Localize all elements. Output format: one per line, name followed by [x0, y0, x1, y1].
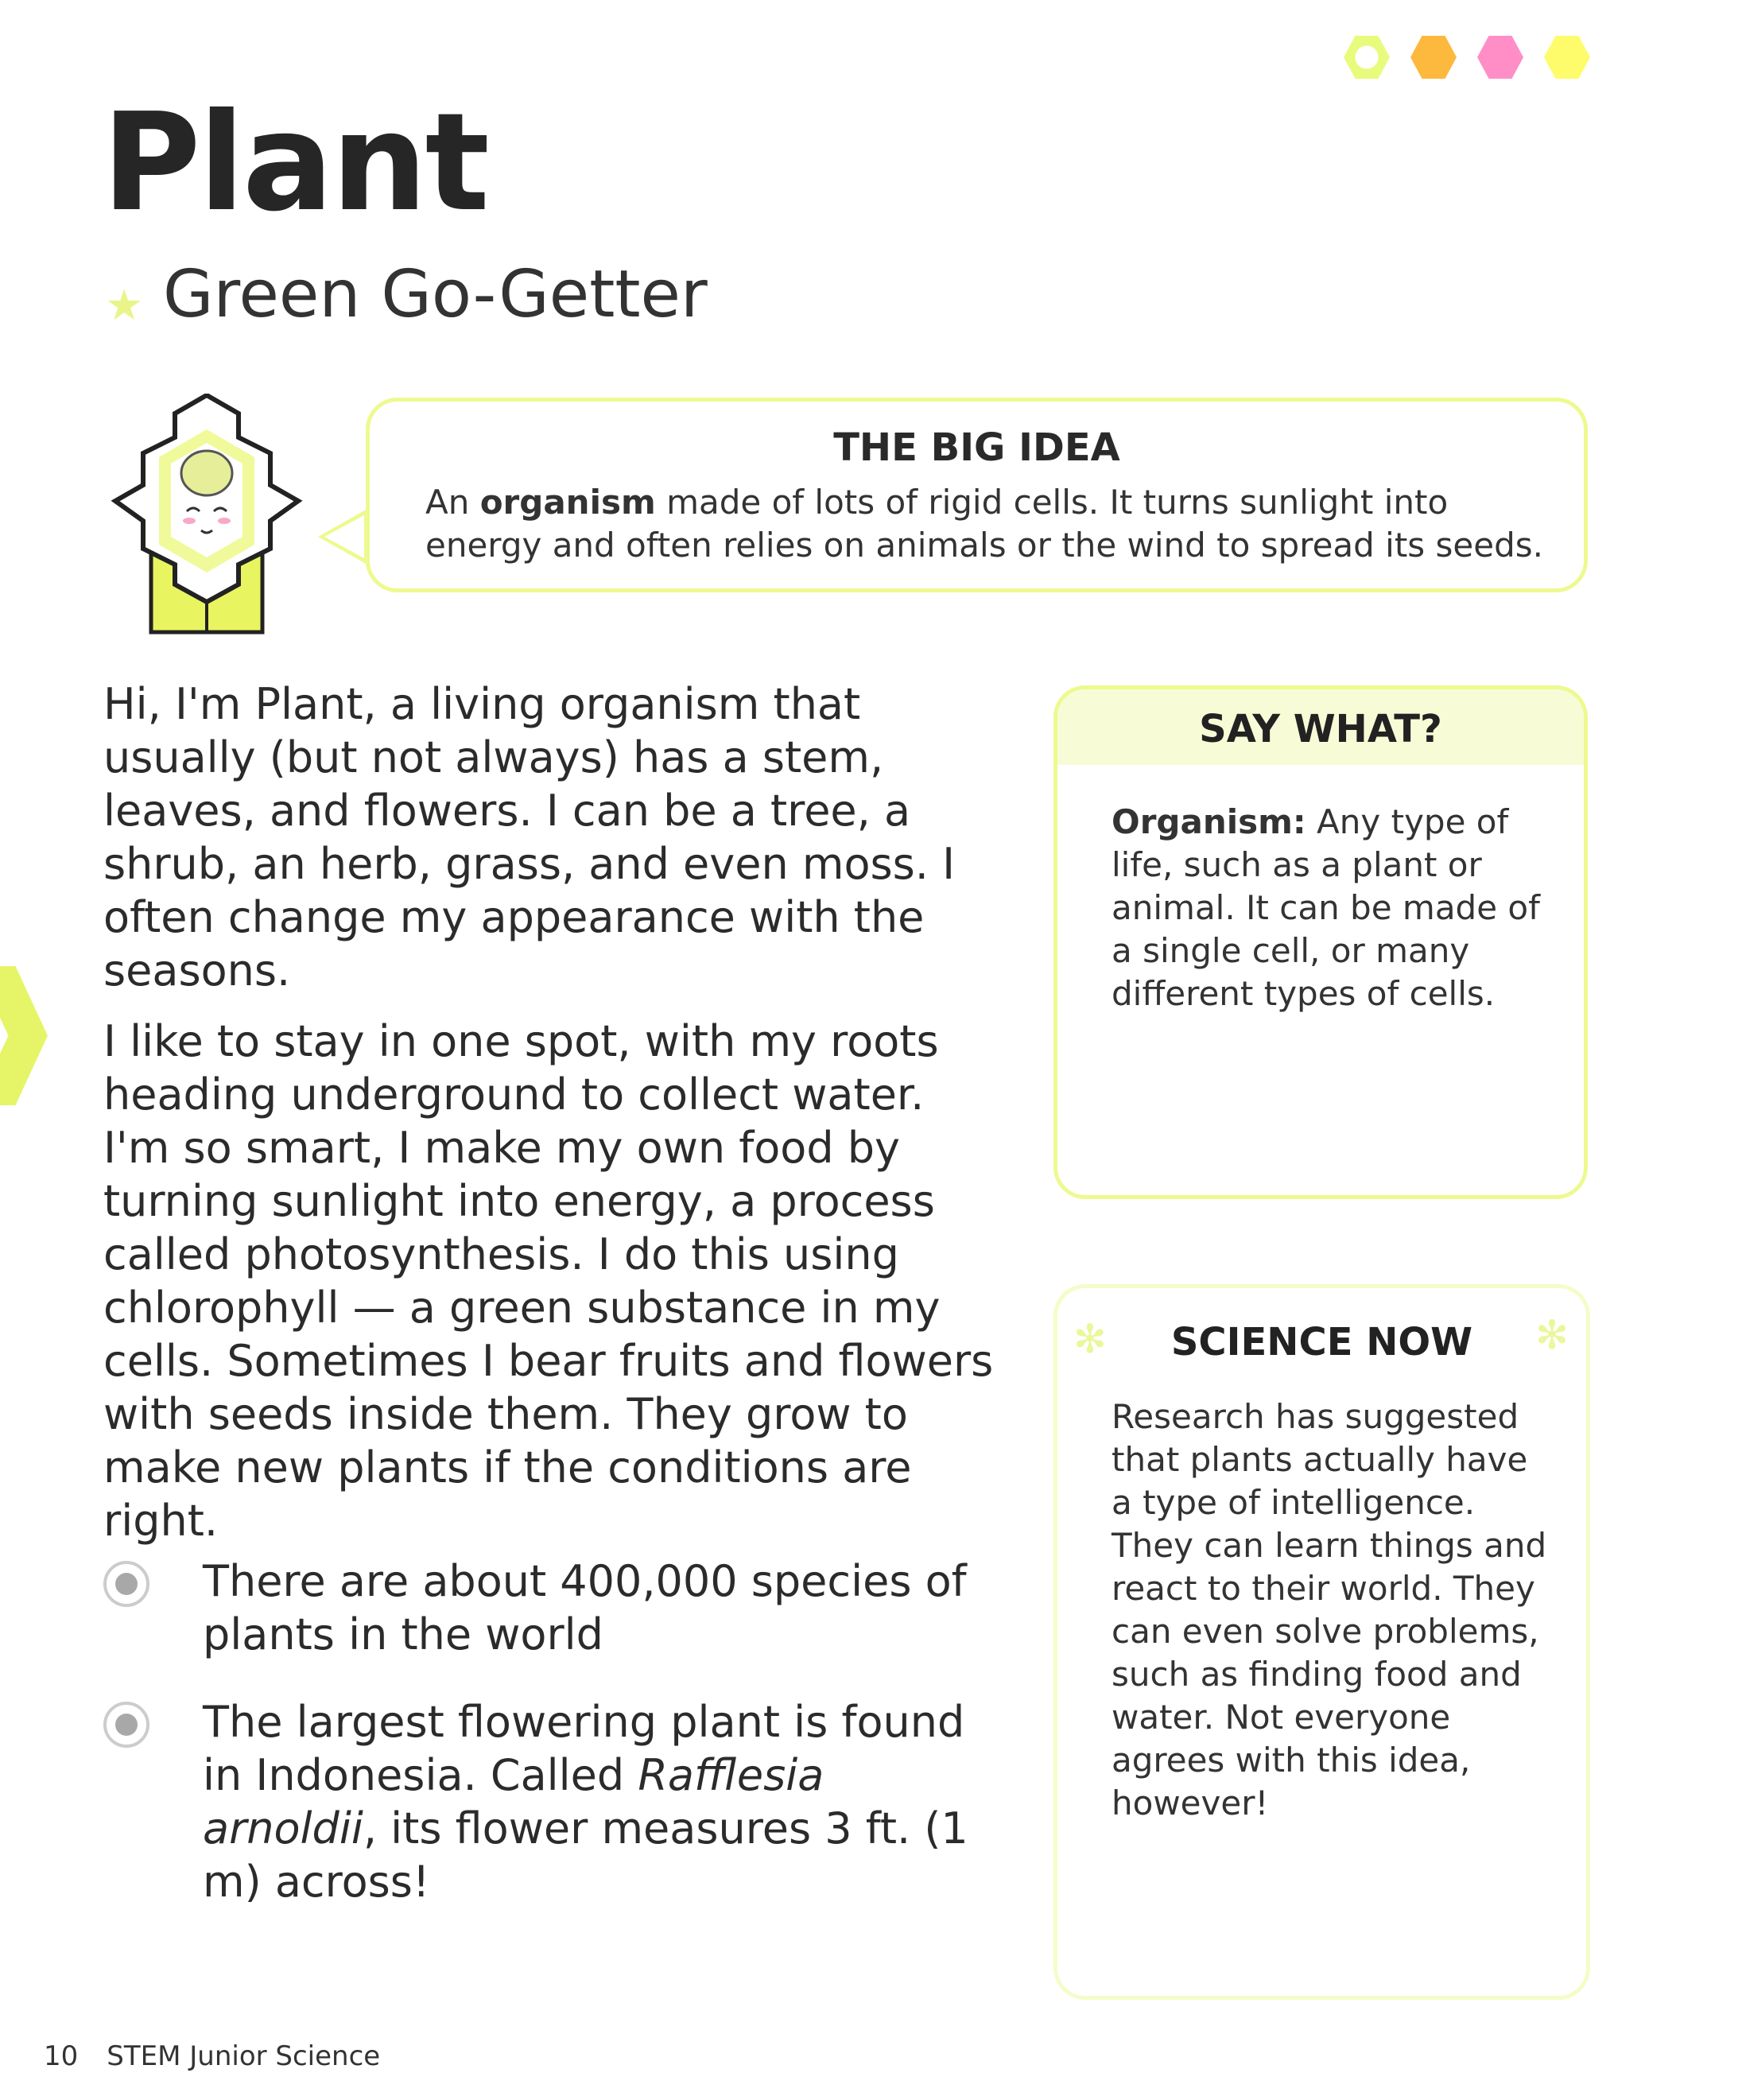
paragraph-intro: Hi, I'm Plant, a living organism that usually (but not always) has a stem, leaves, and flowers. I can be a tree, a shrub, an herb, grass, and even moss. I often change my appearance with the seasons. [103, 679, 956, 996]
fact-text [203, 1695, 1010, 1908]
say-what-title: SAY WHAT? [1199, 707, 1442, 751]
decorative-hexagons [1344, 36, 1590, 79]
fact-text-end: , its flower measures 3 ft. (1 m) across! [203, 1803, 968, 1907]
page-subtitle: Green Go-Getter [163, 257, 708, 332]
hexagon-outline-icon [1344, 36, 1390, 79]
hexagon-yellow-icon [1544, 36, 1590, 79]
speech-bubble-tail [318, 509, 367, 565]
hexagon-orange-icon [1410, 36, 1457, 79]
fact-text-start: The largest flowering plant is found in Indonesia. Called [203, 1697, 965, 1800]
big-idea-text-end: made of lots of rigid cells. It turns sunlight into energy and often relies on animals or the wind to spread its seeds. [425, 483, 1543, 565]
fact-item [103, 1695, 1010, 1908]
chevron-right-icon [0, 966, 48, 1105]
plant-character-illustration [107, 394, 306, 636]
say-what-definition [1112, 801, 1565, 1015]
definition-term: Organism: [1112, 802, 1306, 841]
science-now-title: SCIENCE NOW [1170, 1320, 1473, 1364]
species-name: Rafflesia arnoldii [203, 1750, 824, 1854]
bullet-icon [103, 1561, 149, 1607]
say-what-box [1053, 685, 1588, 1199]
asterisk-icon: ✻ [1073, 1316, 1107, 1362]
big-idea-text [425, 481, 1554, 567]
big-idea-keyword: organism [479, 483, 656, 522]
fact-item [103, 1555, 1010, 1661]
fact-text: There are about 400,000 species of plants in the world [203, 1556, 967, 1659]
hexagon-pink-icon [1477, 36, 1523, 79]
main-text [103, 677, 1002, 1565]
big-idea-box [366, 398, 1588, 592]
science-now-text: Research has suggested that plants actually have a type of intelligence. They can learn things and react to their world. They can even solve problems, such as finding food and water. Not everyone agrees with this idea, however! [1112, 1397, 1547, 1822]
page-number: 10 [44, 2040, 79, 2072]
page-footer [44, 2040, 380, 2072]
asterisk-icon: ✻ [1535, 1312, 1569, 1358]
bullet-icon [103, 1702, 149, 1748]
book-title: STEM Junior Science [107, 2040, 381, 2072]
science-now-box [1053, 1284, 1590, 2000]
star-icon: ★ [105, 280, 144, 330]
paragraph-photosynthesis: I like to stay in one spot, with my roots heading underground to collect water. I'm so smart, I make my own food by turning sunlight into energy, a process called photosynthesis. I do this using chlorophyll — a green substance in my cells. Sometimes I bear fruits and flowers with seeds inside them. They grow to make new plants if the conditions are right. [103, 1016, 994, 1546]
big-idea-text-start: An [425, 483, 480, 522]
definition-text: Any type of life, such as a plant or animal. It can be made of a single cell, or many different types of cells. [1112, 802, 1540, 1013]
big-idea-title: THE BIG IDEA [833, 425, 1120, 470]
page-title: Plant [102, 84, 487, 242]
